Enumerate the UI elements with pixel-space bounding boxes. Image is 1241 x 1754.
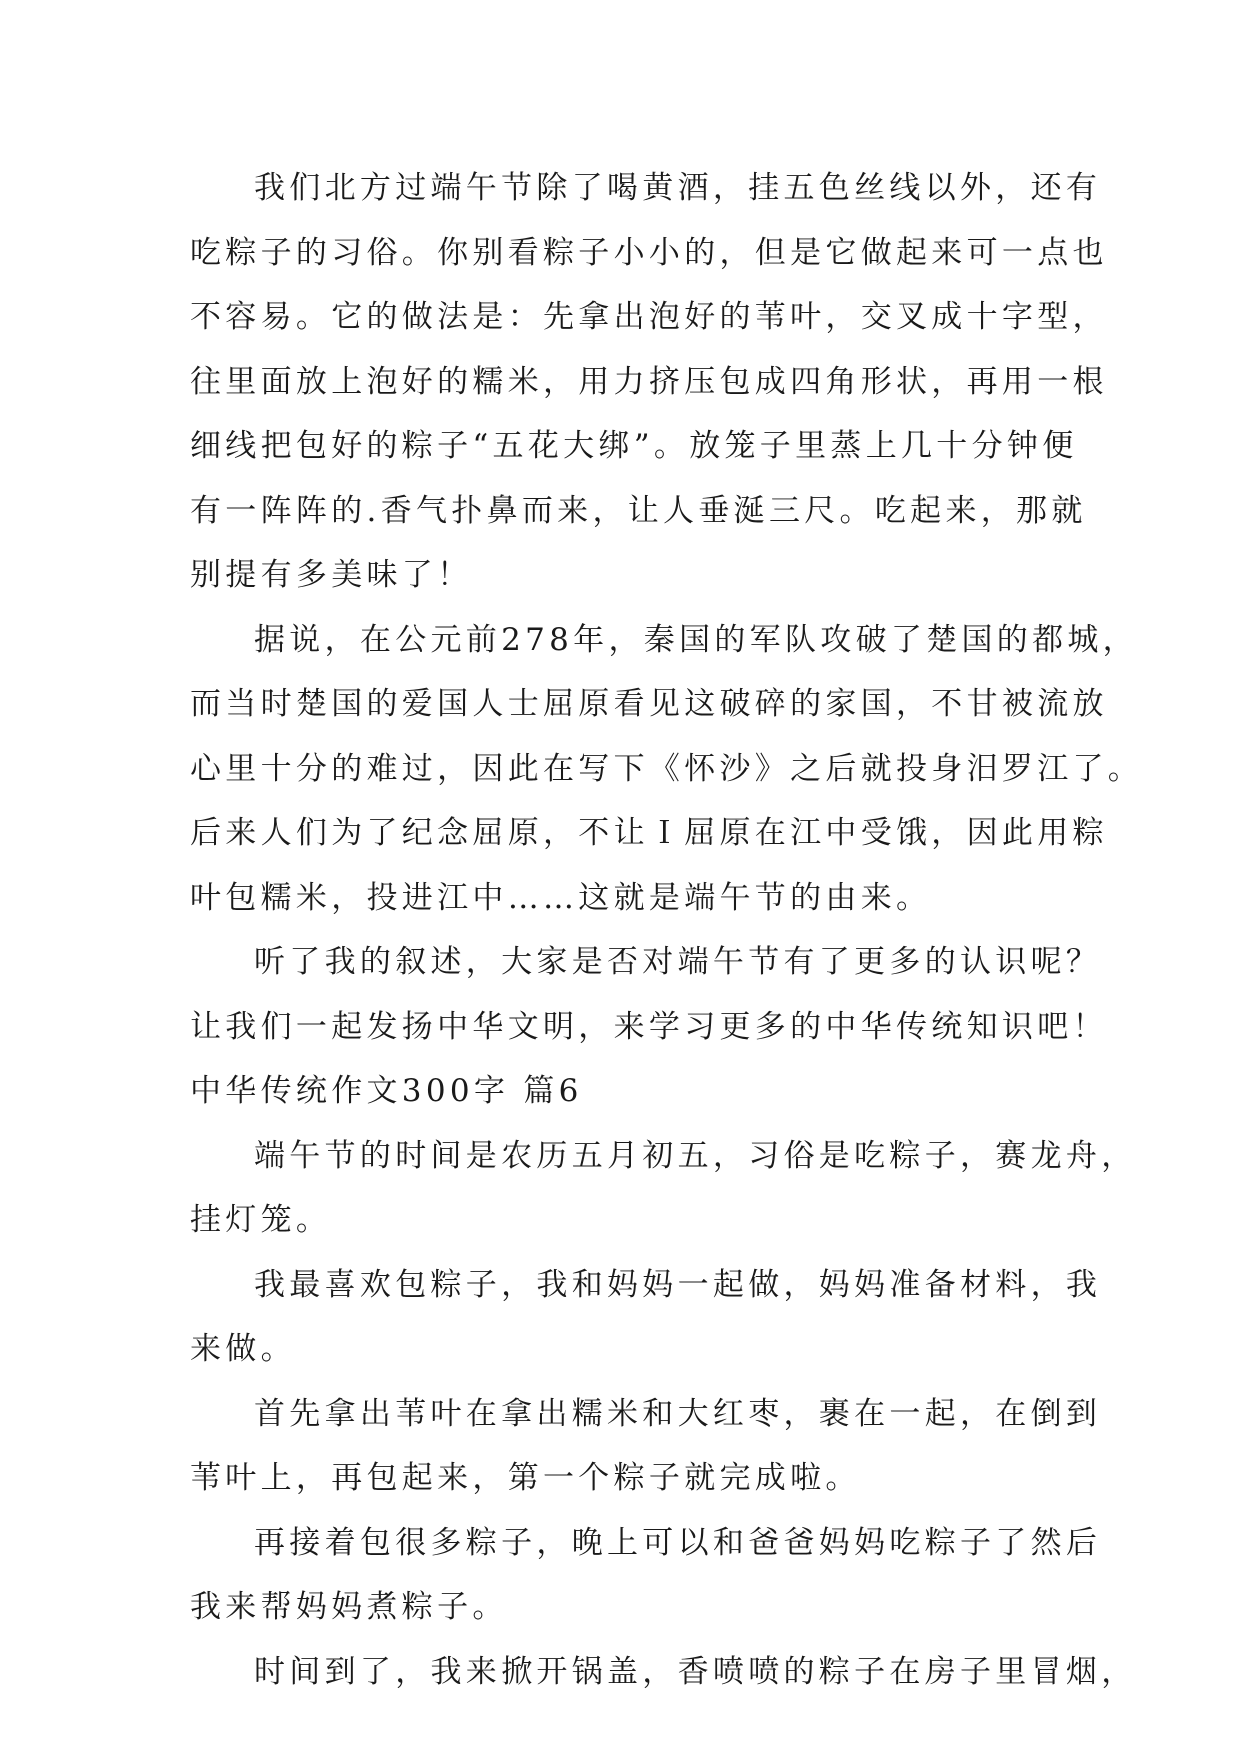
text-line: 而当时楚国的爱国人士屈原看见这破碎的家国，不甘被流放 — [190, 686, 1108, 722]
text-line: 我来帮妈妈煮粽子。 — [190, 1589, 508, 1625]
document-body — [190, 156, 1144, 1704]
paragraph — [190, 1511, 1102, 1640]
text-line: 让我们一起发扬中华文明，来学习更多的中华传统知识吧！ — [190, 1008, 1108, 1045]
paragraph — [190, 1382, 1102, 1511]
text-line: 心里十分的难过，因此在写下《怀沙》之后就投身汨罗江了。 — [190, 750, 1144, 787]
text-line: 听了我的叙述，大家是否对端午节有了更多的认识呢？ — [254, 944, 1102, 980]
text-line: 后来人们为了纪念屈原，不让Ｉ屈原在江中受饿，因此用粽 — [190, 815, 1108, 851]
text-line: 时间到了，我来掀开锅盖，香喷喷的粽子在房子里冒烟， — [254, 1653, 1137, 1690]
text-line: 再接着包很多粽子，晚上可以和爸爸妈妈吃粽子了然后 — [254, 1524, 1102, 1561]
text-line: 端午节的时间是农历五月初五，习俗是吃粽子，赛龙舟， — [254, 1137, 1137, 1174]
text-line: 有一阵阵的.香气扑鼻而来，让人垂涎三尺。吃起来，那就 — [190, 492, 1087, 529]
paragraph — [190, 930, 1108, 1059]
paragraph — [190, 1640, 1137, 1705]
text-line: 叶包糯米，投进江中……这就是端午节的由来。 — [190, 879, 932, 916]
text-line: 我最喜欢包粽子，我和妈妈一起做，妈妈准备材料，我 — [254, 1266, 1102, 1303]
section-heading: 中华传统作文300字 篇6 — [190, 1073, 583, 1109]
text-line: 据说，在公元前278年，秦国的军队攻破了楚国的都城， — [254, 621, 1138, 658]
paragraph — [190, 156, 1108, 608]
text-line: 吃粽子的习俗。你别看粽子小小的，但是它做起来可一点也 — [190, 234, 1108, 271]
text-line: 往里面放上泡好的糯米，用力挤压包成四角形状，再用一根 — [190, 363, 1108, 400]
text-line: 首先拿出苇叶在拿出糯米和大红枣，裹在一起，在倒到 — [254, 1395, 1102, 1432]
paragraph — [190, 608, 1144, 931]
text-line: 我们北方过端午节除了喝黄酒，挂五色丝线以外，还有 — [254, 170, 1102, 206]
text-line: 别提有多美味了！ — [190, 557, 473, 593]
text-line: 细线把包好的粽子“五花大绑”。放笼子里蒸上几十分钟便 — [190, 428, 1078, 464]
paragraph — [190, 1253, 1102, 1382]
text-line: 挂灯笼。 — [190, 1202, 332, 1238]
text-line: 来做。 — [190, 1331, 296, 1367]
text-line: 不容易。它的做法是：先拿出泡好的苇叶，交叉成十字型， — [190, 299, 1108, 335]
paragraph — [190, 1124, 1137, 1253]
text-line: 苇叶上，再包起来，第一个粽子就完成啦。 — [190, 1460, 861, 1496]
